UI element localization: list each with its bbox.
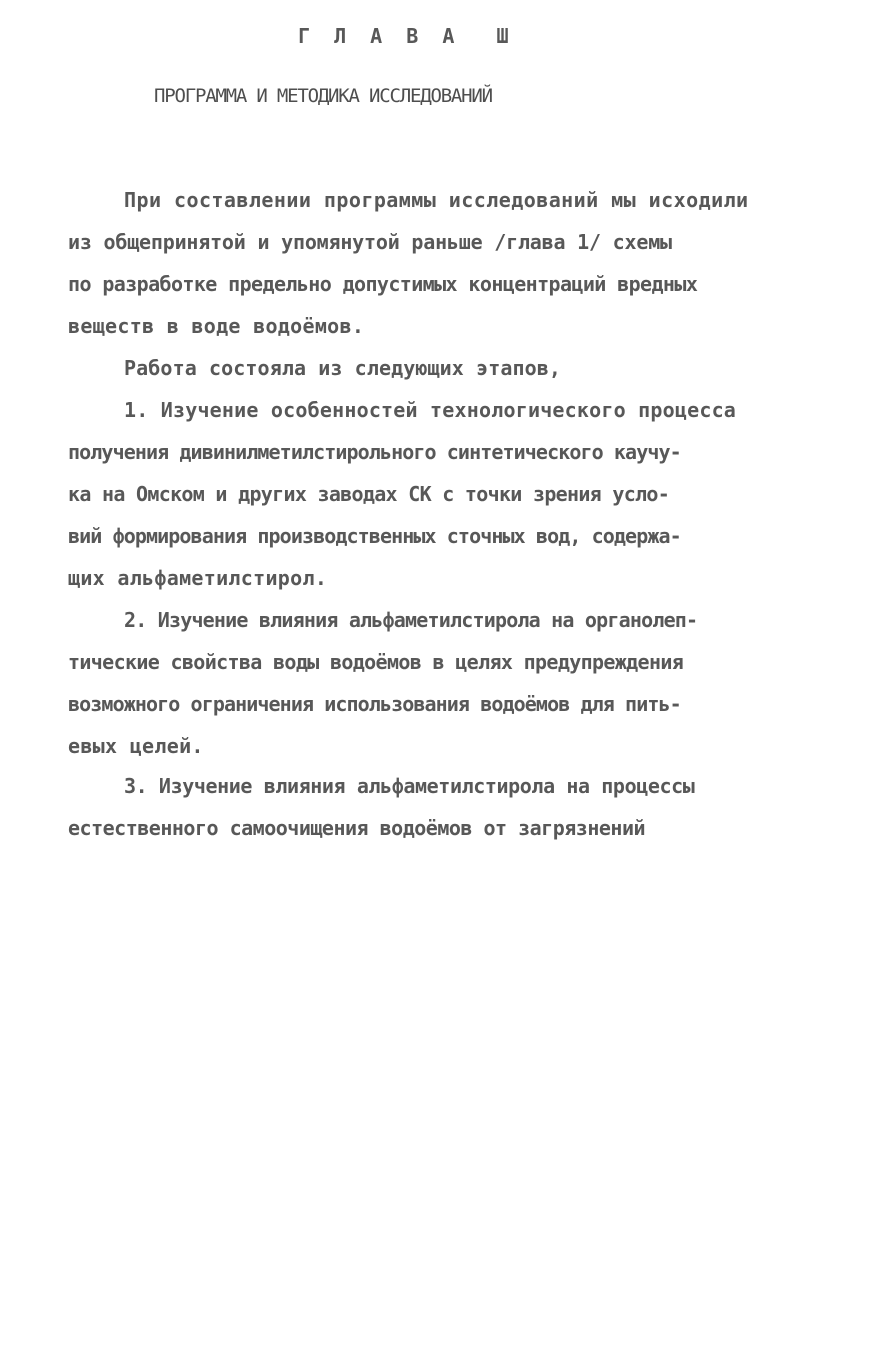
paragraph-3-line-5: щих альфаметилстирол. [68, 566, 328, 590]
paragraph-4-line-2: тические свойства воды водоёмов в целях предупреждения [68, 650, 684, 674]
paragraph-3-line-3: ка на Омском и других заводах СК с точки зрения усло- [68, 482, 670, 506]
paragraph-4-line-1: 2. Изучение влияния альфаметилстирола на органолеп- [124, 608, 698, 632]
paragraph-3-line-4: вий формирования производственных сточных вод, содержа- [68, 524, 681, 548]
paragraph-3-line-2: получения дивинилметилстирольного синтетического каучу- [68, 440, 681, 464]
paragraph-4-line-4: евых целей. [68, 734, 204, 758]
chapter-title: ПРОГРАММА И МЕТОДИКА ИССЛЕДОВАНИЙ [154, 85, 492, 107]
paragraph-1-line-1: При составлении программы исследований мы исходили [124, 188, 749, 212]
paragraph-1-line-2: из общепринятой и упомянутой раньше /глава 1/ схемы [68, 230, 672, 254]
paragraph-3-line-1: 1. Изучение особенностей технологического процесса [124, 398, 737, 422]
paragraph-1-line-4: веществ в воде водоёмов. [68, 314, 365, 338]
paragraph-4-line-3: возможного ограничения использования водоёмов для пить- [68, 692, 681, 716]
paragraph-5-line-2: естественного самоочищения водоёмов от загрязнений [68, 816, 646, 840]
paragraph-1-line-3: по разработке предельно допустимых концентраций вредных [68, 272, 698, 296]
paragraph-2-line-1: Работа состояла из следующих этапов, [124, 356, 562, 380]
chapter-heading: Г Л А В А Ш [298, 24, 515, 48]
paragraph-5-line-1: 3. Изучение влияния альфаметилстирола на процессы [124, 774, 695, 798]
